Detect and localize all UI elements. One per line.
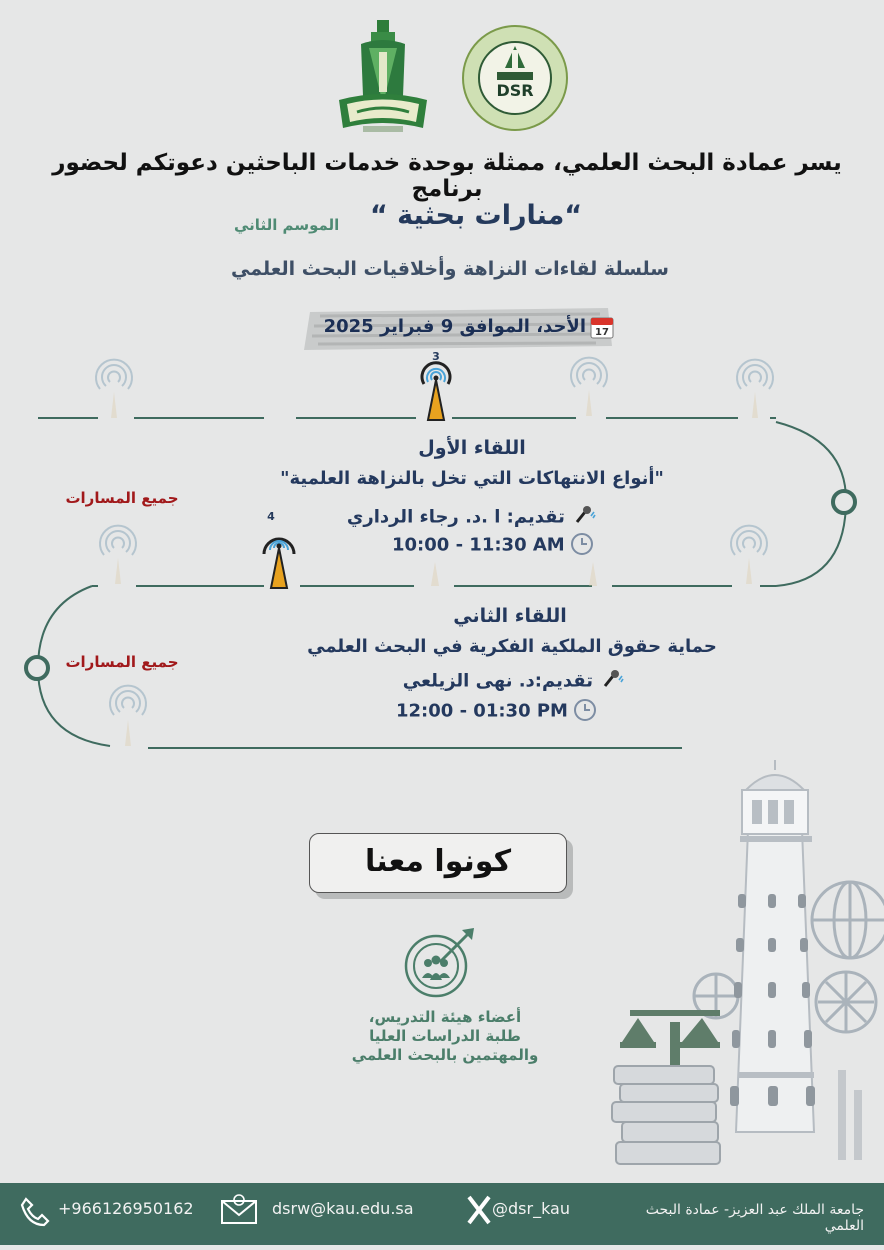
microphone-icon — [599, 668, 625, 695]
tower-2-number: 4 — [267, 510, 275, 523]
email-icon — [220, 1193, 258, 1229]
dsr-logo — [461, 24, 569, 132]
session-1-presenter: تقديم: ا .د. رجاء الرداري — [346, 506, 565, 528]
phone-icon — [18, 1195, 52, 1233]
session-2-heading: اللقاء الثاني — [453, 605, 567, 627]
session-1-tag: جميع المسارات — [65, 489, 179, 507]
dsr-abbrev: DSR — [496, 81, 534, 100]
session-2-presenter: تقديم:د. نهى الزيلعي — [402, 670, 593, 692]
event-date-text: الأحد، الموافق 9 فبراير 2025 — [323, 316, 586, 337]
clock-icon — [570, 532, 594, 560]
footer-phone[interactable]: +966126950162 — [58, 1199, 194, 1218]
track-node-left — [26, 657, 48, 679]
session-1-time-row — [392, 532, 612, 560]
lighthouse-illustration — [608, 760, 884, 1170]
session-1-topic: "أنواع الانتهاكات التي تخل بالنزاهة العلمية" — [280, 468, 664, 489]
target-audience — [330, 1008, 560, 1065]
x-icon — [466, 1195, 492, 1229]
session-2-time: 12:00 - 01:30 PM — [396, 700, 568, 722]
series-title: سلسلة لقاءات النزاهة وأخلاقيات البحث العلمي — [231, 258, 669, 280]
season-label: الموسم الثاني — [234, 216, 340, 234]
session-1-presenter-row — [172, 504, 772, 531]
footer — [0, 1183, 884, 1250]
audience-line-3: والمهتمين بالبحث العلمي — [351, 1046, 539, 1064]
audience-line-1: أعضاء هيئة التدريس، — [368, 1008, 522, 1026]
footer-email[interactable]: dsrw@kau.edu.sa — [272, 1199, 414, 1218]
track-node-right — [833, 491, 855, 513]
track-tower-1 — [422, 363, 450, 420]
clock-icon — [573, 698, 597, 726]
audience-line-2: طلبة الدراسات العليا — [369, 1027, 521, 1045]
session-2-time-row — [396, 698, 616, 726]
target-audience-icon — [404, 926, 480, 998]
tower-1-number: 3 — [432, 350, 440, 363]
track-tower-2 — [264, 539, 294, 588]
session-1-time: 10:00 - 11:30 AM — [392, 534, 565, 556]
kau-logo — [333, 18, 433, 138]
intro-text: يسر عمادة البحث العلمي، ممثلة بوحدة خدمات الباحثين دعوتكم لحضور برنامج — [52, 150, 842, 202]
svg-text:17: 17 — [595, 327, 609, 338]
footer-bottom-strip — [0, 1245, 884, 1250]
program-title: “منارات بحثية “ — [370, 200, 583, 231]
session-2-presenter-row — [214, 668, 814, 695]
session-2-topic: حماية حقوق الملكية الفكرية في البحث العلمي — [307, 636, 717, 657]
footer-x-handle[interactable]: @dsr_kau — [492, 1199, 570, 1218]
session-1-heading: اللقاء الأول — [418, 437, 526, 459]
join-us-button[interactable]: كونوا معنا — [309, 833, 567, 893]
event-date — [318, 315, 614, 339]
session-2-tag: جميع المسارات — [65, 653, 179, 671]
calendar-icon — [590, 315, 614, 339]
microphone-icon — [571, 504, 597, 531]
footer-org: جامعة الملك عبد العزيز- عمادة البحث العلمي — [645, 1202, 864, 1234]
